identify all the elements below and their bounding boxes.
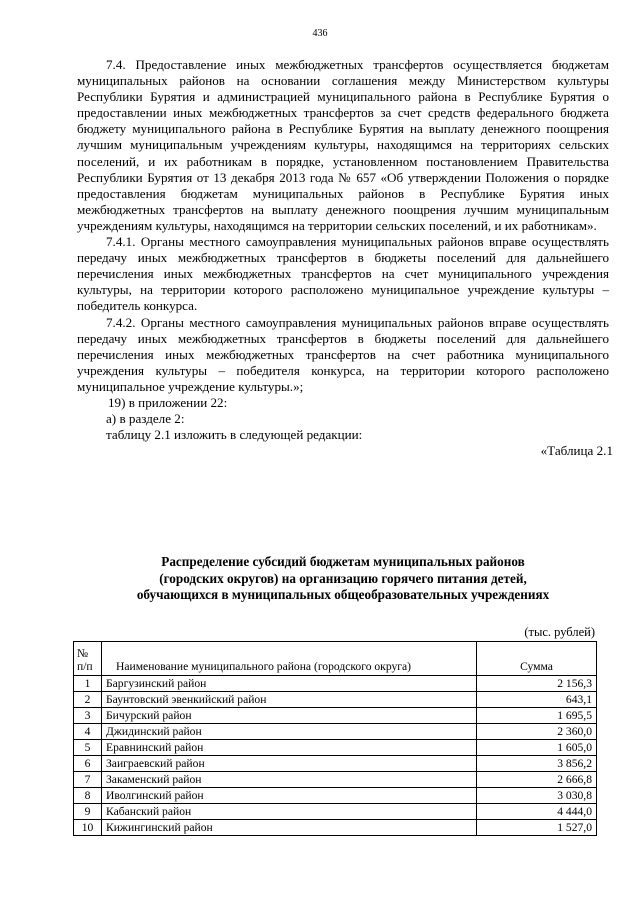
table-row [74,772,597,788]
table-row [74,788,597,804]
row-sum: 3 030,8 [477,788,597,804]
row-name: Иволгинский район [102,788,477,804]
item-a: а) в разделе 2: [106,411,185,427]
row-sum: 1 695,5 [477,708,597,724]
row-num: 5 [74,740,102,756]
row-sum: 643,1 [477,692,597,708]
row-name: Кижингинский район [102,820,477,836]
table-row [74,676,597,692]
row-name: Закаменский район [102,772,477,788]
header-num-symbol: № [77,647,89,660]
header-sum: Сумма [477,642,597,676]
row-sum: 2 360,0 [477,724,597,740]
table-row [74,708,597,724]
row-name: Бичурский район [102,708,477,724]
row-name: Баунтовский эвенкийский район [102,692,477,708]
row-num: 7 [74,772,102,788]
units-label: (тыс. рублей) [524,625,595,639]
item-b: таблицу 2.1 изложить в следующей редакции: [106,427,363,443]
row-name: Баргузинский район [102,676,477,692]
item-19: 19) в приложении 22: [108,394,228,410]
header-name: Наименование муниципального района (городского округа) [102,642,477,676]
row-num: 9 [74,804,102,820]
row-num: 4 [74,724,102,740]
row-num: 2 [74,692,102,708]
header-num-abbr: п/п [77,660,93,673]
table-title [77,554,609,604]
row-num: 8 [74,788,102,804]
row-name: Еравнинский район [102,740,477,756]
table-row [74,724,597,740]
row-sum: 2 156,3 [477,676,597,692]
table-label: «Таблица 2.1 [540,443,613,459]
row-num: 6 [74,756,102,772]
row-num: 1 [74,676,102,692]
table-title-line: Распределение субсидий бюджетам муниципальных районов [161,554,525,569]
table-row [74,692,597,708]
table-row [74,820,597,836]
row-sum: 1 605,0 [477,740,597,756]
row-sum: 4 444,0 [477,804,597,820]
row-name: Джидинский район [102,724,477,740]
header-num [74,642,102,676]
body-text [77,57,613,459]
table-title-line: (городских округов) на организацию горячего питания детей, [159,570,527,586]
table-row [74,756,597,772]
row-sum: 1 527,0 [477,820,597,836]
row-num: 3 [74,708,102,724]
table-title-line: обучающихся в муниципальных общеобразовательных учреждениях [136,587,550,602]
table-row [74,740,597,756]
table-row [74,804,597,820]
subsidy-table [73,641,597,836]
paragraph-7-4-2: 7.4.2. Органы местного самоуправления муниципальных районов вправе осуществлять передачу иных межбюджетных трансфертов в бюджеты поселений для дальнейшего перечисления иных межбюджетных трансфертов на счет работника муниципального учреждения культуры – победителя конкурса, на территории которого расположено муниципальное учреждение культуры.»; [77,314,609,394]
table-header-row [74,642,597,676]
page-number: 436 [312,28,328,39]
row-name: Кабанский район [102,804,477,820]
paragraph-7-4: 7.4. Предоставление иных межбюджетных трансфертов осуществляется бюджетам муниципальных районов на основании соглашения между Министерством культуры Республики Бурятия и администрацией муниципального района в Республике Бурятия о предоставлении иных межбюджетных трансфертов за счет средств федерального бюджета бюджету муниципального района в Республике Бурятия на выплату денежного поощрения лучшим муниципальным учреждениям культуры, находящимся на территориях сельских поселений, и их работникам в порядке, установленном постановлением Правительства Республики Бурятия от 13 декабря 2013 года № 657 «Об утверждении Положения о порядке предоставления бюджетам муниципальных районов в Республике Бурятия иных межбюджетных трансфертов на выплату денежного поощрения лучшим муниципальным учреждениям культуры, находящимся на территории сельских поселений, и их работникам». [77,57,609,233]
row-sum: 2 666,8 [477,772,597,788]
row-sum: 3 856,2 [477,756,597,772]
row-name: Заиграевский район [102,756,477,772]
row-num: 10 [74,820,102,836]
paragraph-7-4-1: 7.4.1. Органы местного самоуправления муниципальных районов вправе осуществлять передачу иных межбюджетных трансфертов в бюджеты поселений для дальнейшего перечисления иных межбюджетных трансфертов на счет муниципального учреждения культуры, на территории которого расположено муниципальное учреждение культуры – победитель конкурса. [77,234,609,314]
